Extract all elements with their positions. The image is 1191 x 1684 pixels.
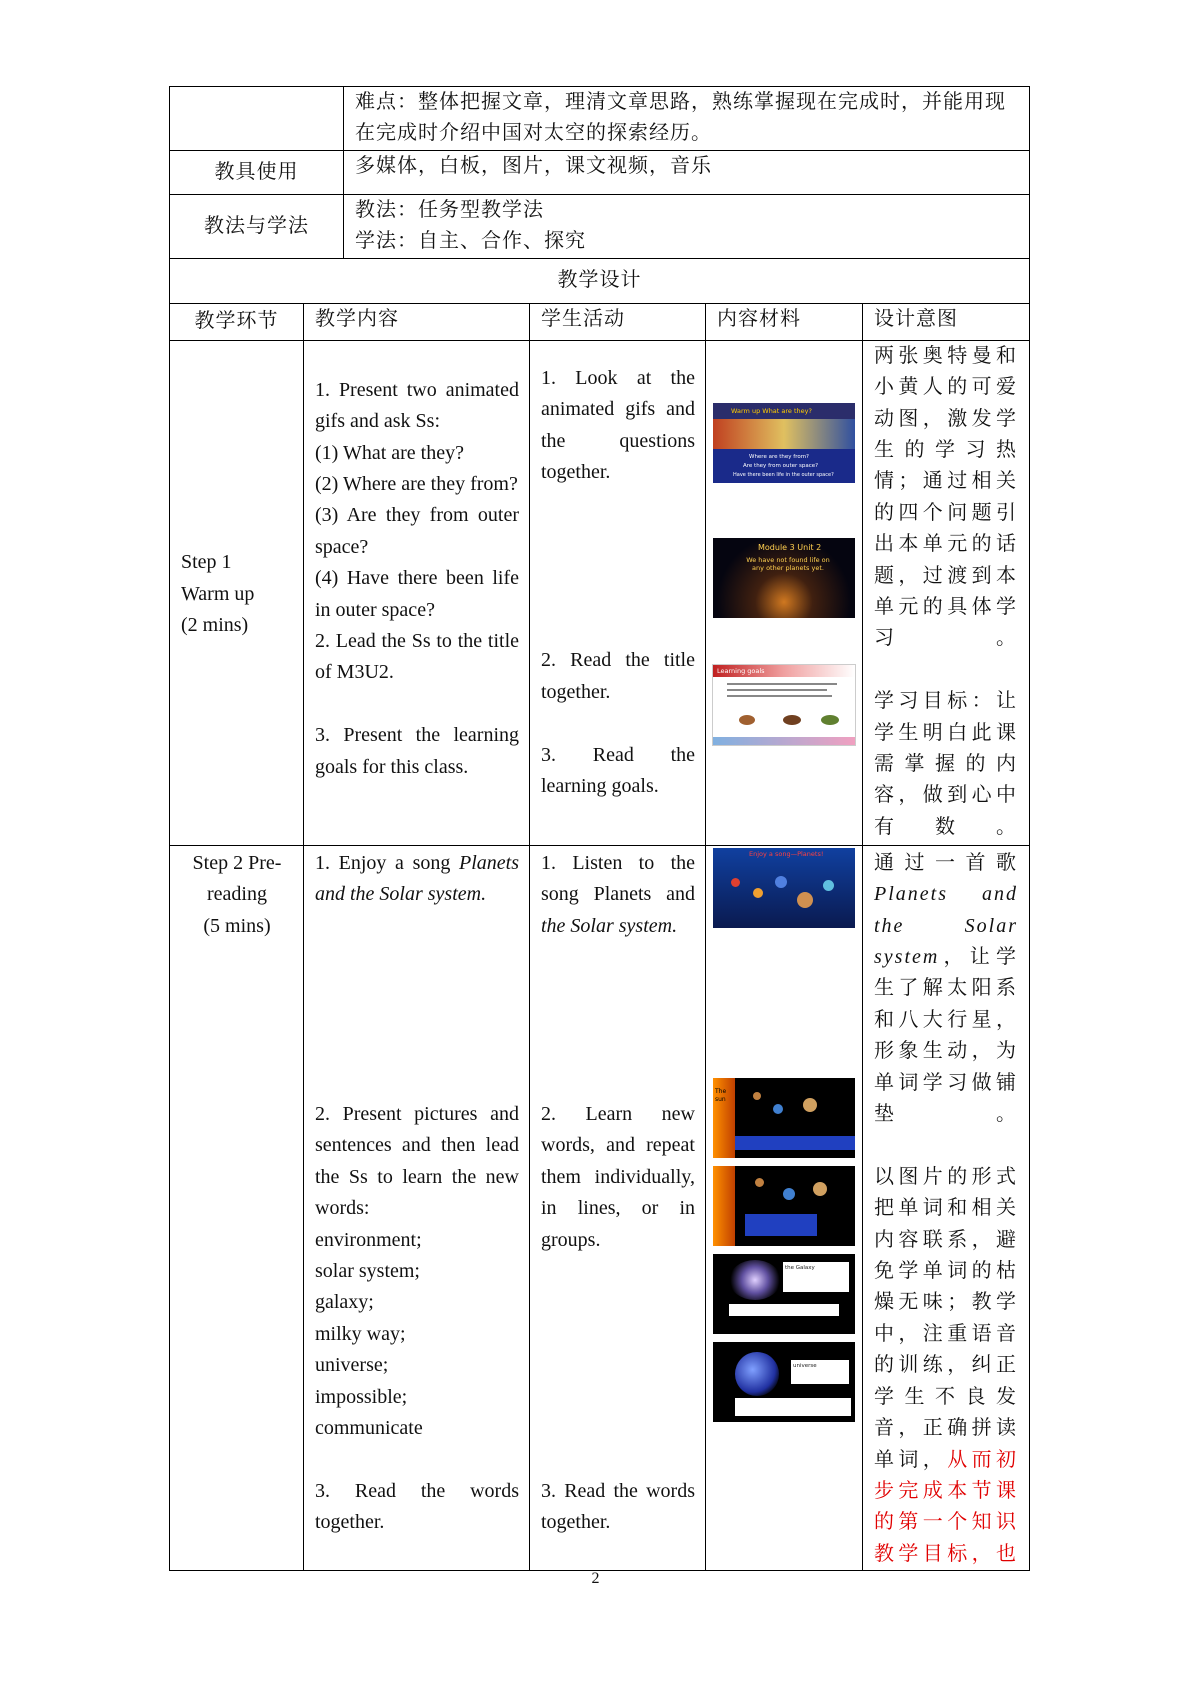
universe-slide-label: universe (793, 1362, 817, 1369)
step2-word: impossible; (315, 1385, 408, 1408)
header-content: 教学内容 (315, 307, 399, 330)
header-row (170, 303, 1030, 340)
step1-material-cell (706, 340, 863, 845)
step1-intent-cell (863, 340, 1030, 845)
sun-slide-label: The sun (715, 1087, 727, 1103)
step1-question-4: (4) Have there been life in outer space? (315, 567, 519, 621)
header-intent: 设计意图 (874, 307, 958, 330)
galaxy-slide-thumbnail (713, 1254, 855, 1334)
song-slide-thumbnail (713, 848, 855, 928)
design-title-row (170, 258, 1030, 303)
design-title: 教学设计 (170, 258, 1030, 303)
step1-content-cell (304, 340, 530, 845)
header-stage: 教学环节 (170, 303, 304, 340)
tools-label: 教具使用 (170, 150, 344, 194)
song-slide-title: Enjoy a song—Planets! (749, 849, 824, 858)
step1-row (170, 340, 1030, 845)
tools-value-cell (344, 150, 1030, 194)
solar-system-slide-thumbnail (713, 1166, 855, 1246)
step2-material-cell (706, 845, 863, 1570)
method-label: 教法与学法 (170, 194, 344, 258)
header-material-cell (706, 303, 863, 340)
step2-word: communicate (315, 1417, 423, 1440)
step2-row (170, 845, 1030, 1570)
galaxy-slide-label: the Galaxy (785, 1264, 815, 1271)
difficulty-line-1: 难点：整体把握文章，理清文章思路，熟练掌握现在完成时，并能用现 (355, 91, 1006, 113)
tools-value: 多媒体，白板，图片，课文视频，音乐 (355, 154, 712, 177)
step2-content-cell (304, 845, 530, 1570)
warmup-slide-q2: Are they from outer space? (743, 462, 819, 469)
step1-activity-2: 2. Read the title together. (541, 649, 695, 703)
page-number: 2 (591, 1570, 600, 1587)
step2-content-3: 3. Read the words together. (315, 1479, 519, 1534)
step1-content-1: 1. Present two animated gifs and ask Ss: (315, 378, 519, 433)
step1-label-2: Warm up (181, 582, 255, 605)
step2-word: milky way; (315, 1322, 406, 1345)
step1-question-2: (2) Where are they from? (315, 473, 518, 496)
method-value-cell (344, 194, 1030, 258)
step2-intent-cell (863, 845, 1030, 1570)
step2-activity-1: 1. Listen to the song Planets and the Solar system. (541, 851, 695, 937)
step1-question-3: (3) Are they from outer space? (315, 504, 519, 558)
step2-word: universe; (315, 1354, 389, 1377)
learning-goals-slide-thumbnail (712, 664, 856, 746)
step2-label-1: Step 2 Pre- (192, 851, 282, 874)
header-content-cell (304, 303, 530, 340)
warmup-slide-thumbnail (713, 403, 855, 483)
method-row (170, 194, 1030, 258)
header-material: 内容材料 (717, 307, 801, 330)
difficulty-cell (344, 87, 1030, 151)
step2-activity-3: 3. Read the words together. (541, 1479, 695, 1534)
sun-environment-slide-thumbnail (713, 1078, 855, 1158)
step1-activity-1: 1. Look at the animated gifs and the questions together. (541, 366, 695, 484)
universe-slide-thumbnail (713, 1342, 855, 1422)
warmup-slide-q1: Where are they from? (749, 453, 809, 460)
step1-question-1: (1) What are they? (315, 441, 464, 464)
step2-word: solar system; (315, 1260, 420, 1282)
step2-label-cell (170, 845, 304, 1570)
module-slide-title: Module 3 Unit 2 (758, 542, 822, 552)
learning-method: 学法：自主、合作、探究 (355, 230, 586, 253)
step1-content-3: 3. Present the learning goals for this class. (315, 724, 519, 778)
header-activity-cell (530, 303, 706, 340)
step2-content-1: 1. Enjoy a song Planets and the Solar system. (315, 851, 519, 906)
step1-label-cell (170, 340, 304, 845)
step1-label-3: (2 mins) (181, 614, 249, 637)
warmup-slide-q3: Have there been life in the outer space? (733, 471, 834, 478)
step2-label-2: reading (207, 883, 267, 906)
difficulty-row (170, 87, 1030, 151)
step1-activity-cell (530, 340, 706, 845)
step2-activity-2: 2. Learn new words, and repeat them individually, in lines, or in groups. (541, 1102, 695, 1251)
learning-goals-slide-title: Learning goals (717, 666, 765, 675)
teaching-method: 教法：任务型教学法 (355, 198, 544, 221)
step2-content-2: 2. Present pictures and sentences and then lead the Ss to learn the new words: (315, 1102, 519, 1220)
step2-intent-1: 通过一首歌Planets and the Solar system，让学生了解太阳系和八大行星，形象生动，为单词学习做铺垫。 (874, 851, 1018, 1126)
module-title-slide-thumbnail (713, 538, 855, 618)
step2-intent-2: 以图片的形式把单词和相关内容联系，避免学单词的枯燥无味；教学中，注重语音的训练，纠正学生不良发音，正确拼读单词，从而初步完成本节课的第一个知识教学目标，也 (874, 1165, 1019, 1565)
tools-row (170, 150, 1030, 194)
step1-activity-3: 3. Read the learning goals. (541, 743, 695, 797)
difficulty-label-cell (170, 87, 344, 151)
warmup-slide-title: Warm up What are they? (731, 406, 812, 415)
lesson-plan-table (169, 86, 1030, 1571)
step1-intent-1: 两张奥特曼和小黄人的可爱动图，激发学生的学习热情；通过相关的四个问题引出本单元的话题，过渡到本单元的具体学习。 (874, 344, 1018, 650)
step1-content-2: 2. Lead the Ss to the title of M3U2. (315, 630, 519, 684)
step2-word: galaxy; (315, 1291, 374, 1314)
step2-label-3: (5 mins) (203, 914, 271, 937)
step2-activity-cell (530, 845, 706, 1570)
header-activity: 学生活动 (541, 307, 625, 330)
header-intent-cell (863, 303, 1030, 340)
module-slide-subtitle: We have not found life on any other planets yet. (746, 555, 830, 572)
step1-intent-2: 学习目标：让学生明白此课需掌握的内容，做到心中有数。 (874, 690, 1018, 838)
step2-word: environment; (315, 1228, 422, 1251)
difficulty-line-2: 在完成时介绍中国对太空的探索经历。 (355, 122, 712, 145)
step1-label-1: Step 1 (181, 551, 232, 574)
